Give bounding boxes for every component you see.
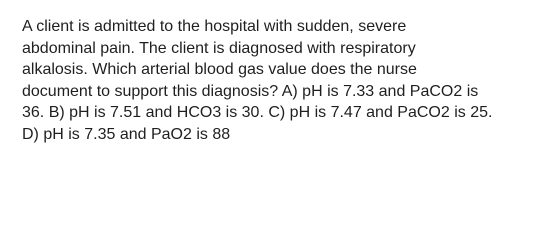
question-text: [22, 0, 542, 145]
question-line: A client is admitted to the hospital with sudden, severe: [22, 18, 407, 35]
question-line: 36. B) pH is 7.51 and HCO3 is 30. C) pH is 7.47 and PaCO2 is 25.: [22, 104, 493, 121]
question-line: abdominal pain. The client is diagnosed with respiratory: [22, 39, 416, 57]
question-line: document to support this diagnosis? A) pH is 7.33 and PaCO2 is: [22, 82, 479, 100]
question-line: D) pH is 7.35 and PaO2 is 88: [22, 125, 231, 143]
question-line: alkalosis. Which arterial blood gas value does the nurse: [22, 61, 417, 78]
